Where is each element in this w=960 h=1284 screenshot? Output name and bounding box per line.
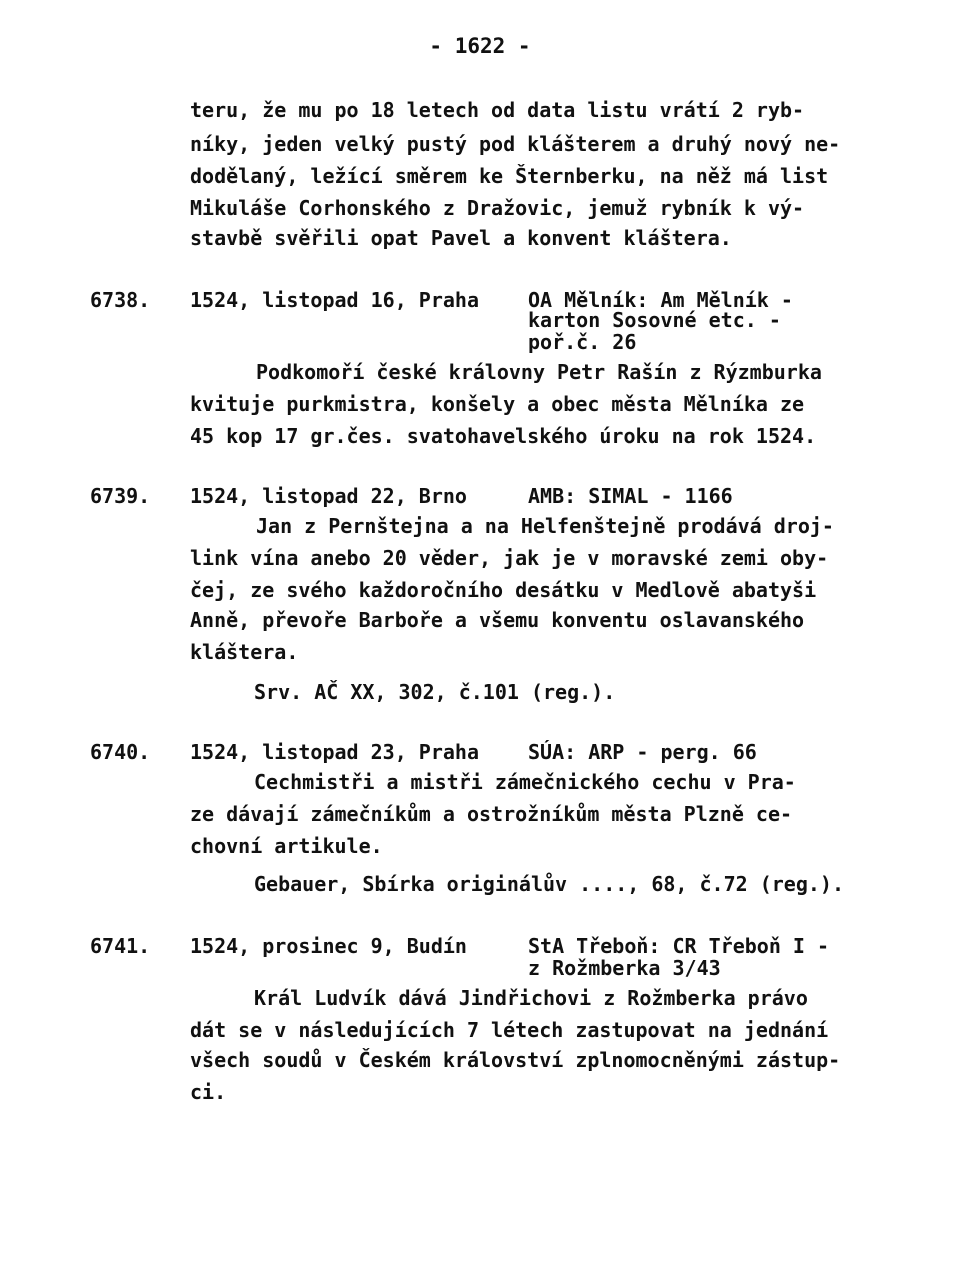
entry-archive-line: StA Třeboň: CR Třeboň I - (528, 934, 830, 958)
text-line: teru, že mu po 18 letech od data listu vrátí 2 ryb- (190, 98, 805, 122)
entry-text-line: ze dávají zámečníkům a ostrožníkům města Plzně ce- (190, 802, 793, 826)
entry-archive-line: z Rožmberka 3/43 (528, 956, 721, 980)
entry-text-line: čej, ze svého každoročního desátku v Medlově abatyši (190, 578, 817, 602)
page-number: - 1622 - (429, 34, 531, 58)
entry-number: 6739. (90, 484, 151, 508)
entry-text-line: 45 kop 17 gr.čes. svatohavelského úroku na rok 1524. (190, 424, 817, 448)
entry-text-line: kvituje purkmistra, konšely a obec města Mělníka ze (190, 392, 805, 416)
text-line: dodělaný, ležící směrem ke Šternberku, na něž má list (190, 164, 829, 188)
entry-text-line: link vína anebo 20 věder, jak je v moravské zemi oby- (190, 546, 829, 570)
entry-text-line: chovní artikule. (190, 834, 383, 858)
entry-text-line: Jan z Pernštejna a na Helfenštejně prodává droj- (256, 514, 834, 538)
entry-reference: Gebauer, Sbírka originálův ...., 68, č.72 (reg.). (254, 872, 845, 896)
entry-text-line: dát se v následujících 7 létech zastupovat na jednání (190, 1018, 829, 1042)
entry-reference: Srv. AČ XX, 302, č.101 (reg.). (254, 680, 616, 704)
text-line: stavbě svěřili opat Pavel a konvent kláštera. (190, 226, 732, 250)
entry-text-line: Podkomoří české královny Petr Rašín z Rýzmburka (256, 360, 822, 384)
entry-archive-line: AMB: SIMAL - 1166 (528, 484, 733, 508)
entry-date-place: 1524, listopad 23, Praha (190, 740, 479, 764)
entry-text-line: kláštera. (190, 640, 299, 664)
entry-archive-line: OA Mělník: Am Mělník - (528, 288, 793, 312)
entry-number: 6740. (90, 740, 151, 764)
entry-number: 6741. (90, 934, 151, 958)
entry-number: 6738. (90, 288, 151, 312)
text-line: Mikuláše Corhonského z Dražovic, jemuž rybník k vý- (190, 196, 805, 220)
entry-date-place: 1524, prosinec 9, Budín (190, 934, 467, 958)
entry-archive-line: karton Sosovné etc. - (528, 308, 781, 332)
entry-text-line: všech soudů v Českém království zplnomocněnými zástup- (190, 1048, 841, 1072)
text-line: níky, jeden velký pustý pod klášterem a druhý nový ne- (190, 132, 841, 156)
entry-text-line: Cechmistři a mistři zámečnického cechu v Pra- (254, 770, 796, 794)
entry-text-line: Král Ludvík dává Jindřichovi z Rožmberka právo (254, 986, 808, 1010)
entry-archive-line: SÚA: ARP - perg. 66 (528, 740, 757, 764)
entry-archive-line: poř.č. 26 (528, 330, 637, 354)
entry-text-line: Anně, převoře Barboře a všemu konventu oslavanského (190, 608, 805, 632)
entry-text-line: ci. (190, 1080, 227, 1104)
entry-date-place: 1524, listopad 22, Brno (190, 484, 467, 508)
entry-date-place: 1524, listopad 16, Praha (190, 288, 479, 312)
